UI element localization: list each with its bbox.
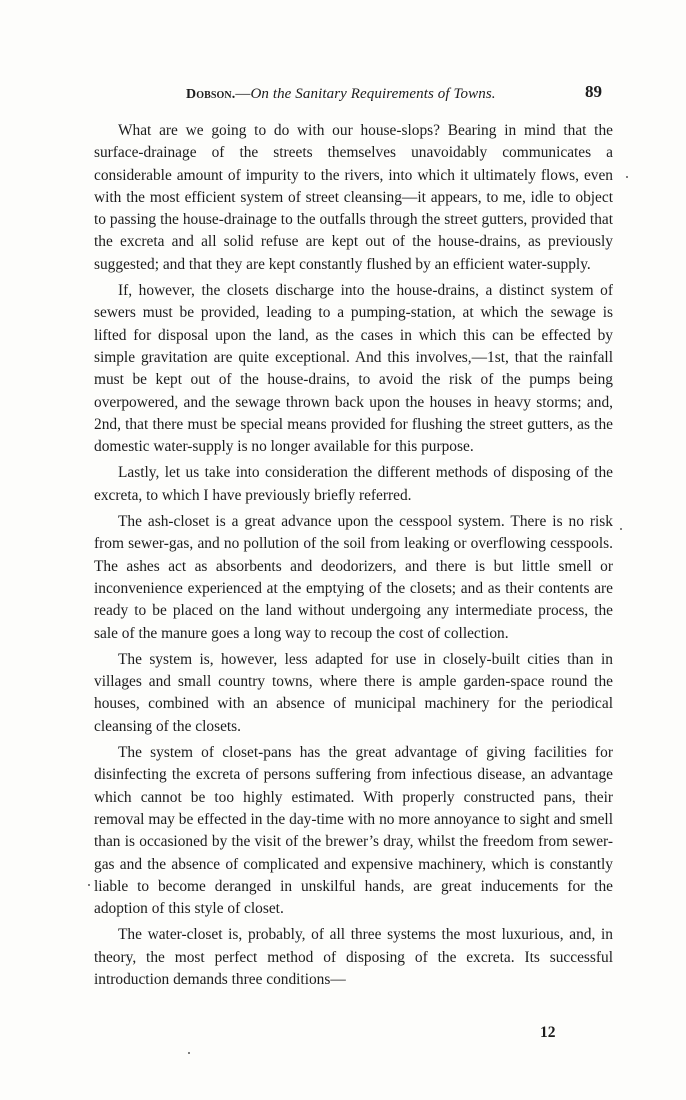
signature-mark: 12 xyxy=(540,1024,556,1041)
print-speck xyxy=(620,528,622,530)
running-head-author: Dobson. xyxy=(186,87,236,102)
page-number: 89 xyxy=(585,82,602,101)
paragraph-closet-pans: The system of closet-pans has the great advantage of giving facilities for disinfecting the excreta of persons suffering from infectious disease, an advantage which cannot be too highly estimated. With properly constructed pans, their removal may be effected in the day-time with no more annoyance to sight and smell than is occasioned by the visit of the brewer’s dray, whilst the freedom from sewer-gas and the absence of complicated and expensive machinery, which is constantly liable to become deranged in unskilful hands, are great inducements for the adoption of this style of closet. xyxy=(94,744,613,918)
body-text xyxy=(94,120,613,995)
paragraph-house-slops: What are we going to do with our house-slops? Bearing in mind that the surface-drainage of the streets themselves unavoidably communicates a considerable amount of impurity to the rivers, into which it ultimately flows, even with the most efficient system of street cleansing—it appears, to me, idle to object to passing the house-drainage to the outfalls through the street gutters, provided that the excreta and all solid refuse are kept out of the house-drains, as previously suggested; and that they are kept constantly flushed by an efficient water-supply. xyxy=(94,122,613,273)
print-speck xyxy=(188,1052,190,1054)
paragraph-disposing-excreta: Lastly, let us take into consideration the different methods of disposing of the excreta, to which I have previously briefly referred. xyxy=(94,464,613,504)
print-speck xyxy=(626,176,628,178)
running-head-separator: — xyxy=(235,86,251,102)
paragraph-system-adaptation: The system is, however, less adapted for use in closely-built cities than in villages and small country towns, where there is ample garden-space round the houses, combined with an absence of municipal machinery for the periodical cleansing of the closets. xyxy=(94,650,613,735)
print-speck xyxy=(88,884,90,886)
running-head-subject: On the Sanitary Requirements of Towns. xyxy=(250,86,496,102)
paragraph-ash-closet: The ash-closet is a great advance upon the cesspool system. There is no risk from sewer-gas, and no pollution of the soil from leaking or overflowing cesspools. The ashes act as absorbents and deodorizers, and there is but little smell or inconvenience experienced at the emptying of the closets; and as their contents are ready to be placed on the land without undergoing any intermediate process, the sale of the manure goes a long way to recoup the cost of collection. xyxy=(94,513,613,642)
running-head xyxy=(96,82,606,110)
paragraph-water-closet: The water-closet is, probably, of all three systems the most luxurious, and, in theory, the most perfect method of disposing of the excreta. Its successful introduction demands three conditions— xyxy=(94,926,613,988)
paragraph-closets-discharge: If, however, the closets discharge into the house-drains, a distinct system of sewers must be provided, leading to a pumping-station, at which the sewage is lifted for disposal upon the land, as the cases in which this can be effected by simple gravitation are quite exceptional. And this involves,—1st, that the rainfall must be kept out of the house-drains, to avoid the risk of the pumps being overpowered, and the sewage thrown back upon the houses in heavy storms; and, 2nd, that there must be special means provided for flushing the street gutters, as the domestic water-supply is no longer available for this purpose. xyxy=(94,282,613,456)
running-title xyxy=(186,86,496,103)
